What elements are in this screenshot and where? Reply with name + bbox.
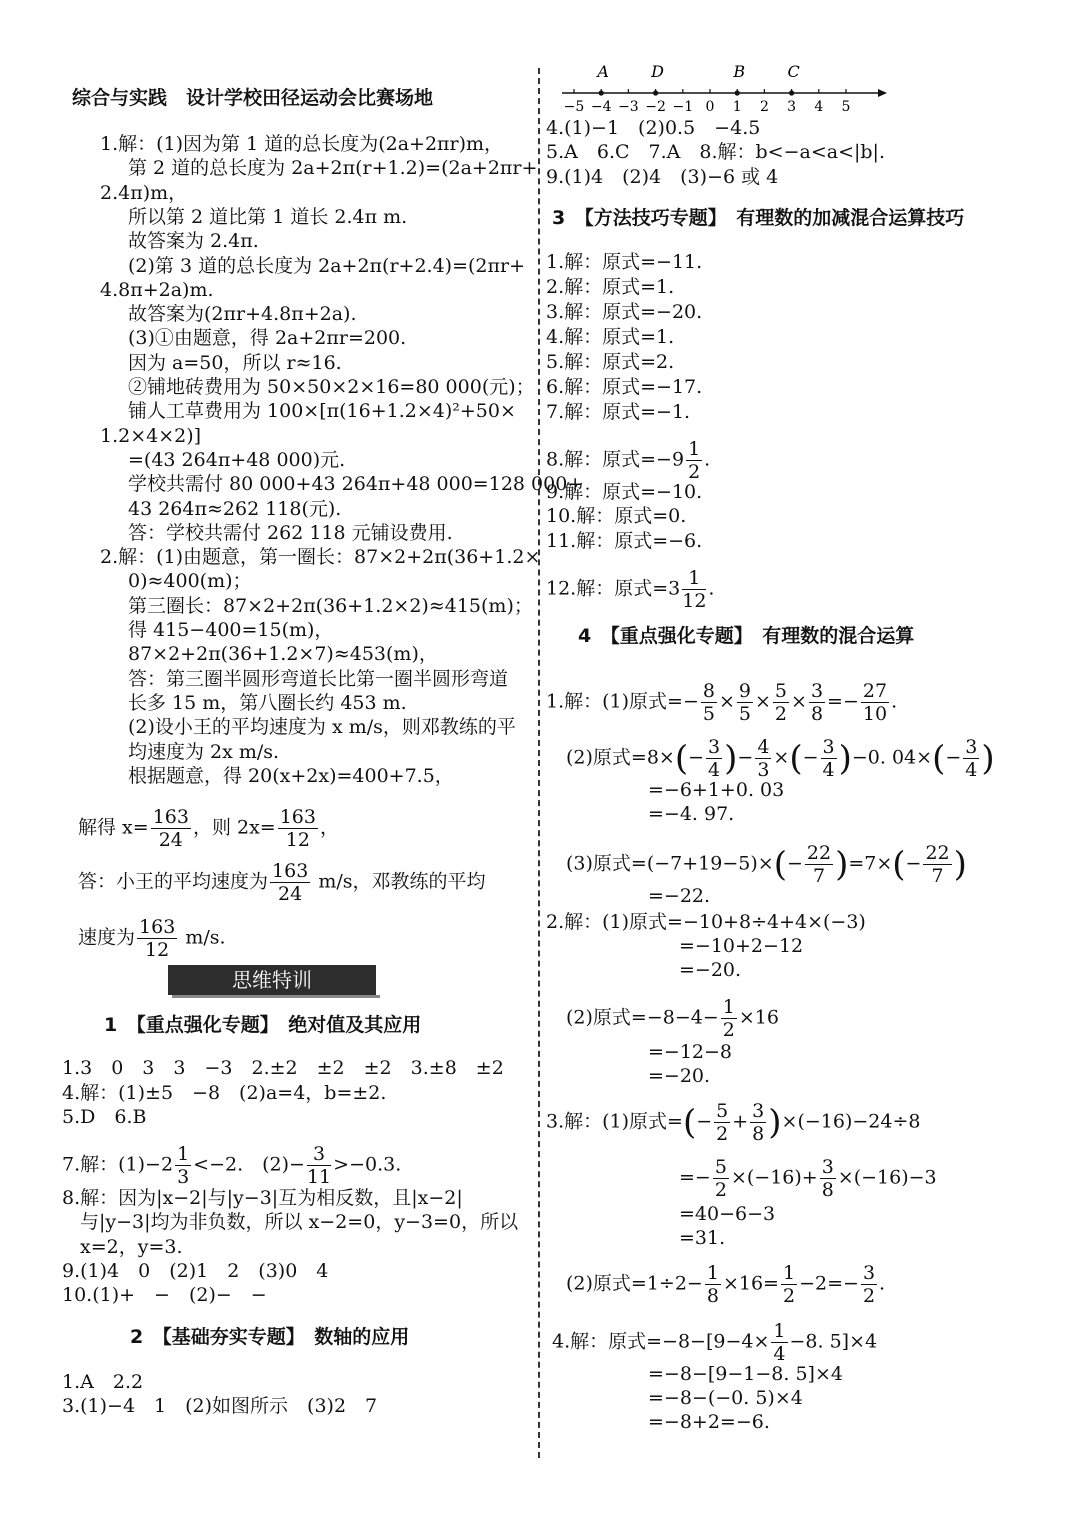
solution-line-5: 故答案为 2.4π. bbox=[128, 230, 259, 253]
m1b-step-3: =−4. 97. bbox=[648, 803, 735, 825]
s3b-line-1: 9.解：原式=−10. bbox=[546, 481, 703, 503]
solution-line-16: 43 264π≈262 118(元). bbox=[128, 497, 342, 520]
s2b-line-2: 5.A 6.C 7.A 8.解：b<−a<a<|b|. bbox=[546, 141, 885, 164]
solution-line-10: 因为 a=50，所以 r≈16. bbox=[128, 351, 342, 374]
fraction: $\frac{163}{24}$ bbox=[272, 860, 309, 905]
s2b-line-3: 9.(1)4 (2)4 (3)−6 或 4 bbox=[546, 165, 779, 188]
m2b-line: (2)原式=−8−4− $\frac{1}{2}$ ×16 bbox=[566, 996, 779, 1041]
s2b-line-1: 4.(1)−1 (2)0.5 −4.5 bbox=[546, 117, 761, 139]
s3-line-6: 6.解：原式=−17. bbox=[546, 376, 703, 398]
q8-line: 8.解：原式=−9 $\frac{1}{2}$ . bbox=[546, 438, 711, 483]
solution-line-25: (2)设小王的平均速度为 x m/s，则邓教练的平 bbox=[128, 716, 516, 739]
m1c-line: (3)原式=(−7+19−5)×(− $\frac{22}{7}$ )=7×(− $\frac{22}{7}$ ) bbox=[566, 842, 967, 887]
m3a-step-4: =31. bbox=[679, 1227, 726, 1249]
heading-3: 3 【方法技巧专题】 有理数的加减混合运算技巧 bbox=[552, 207, 965, 229]
heading-4: 4 【重点强化专题】 有理数的混合运算 bbox=[578, 625, 915, 647]
q7-line: 7.解：(1)−2 $\frac{1}{3}$ <−2. (2)− $\frac{3}{11}$ >−0.3. bbox=[62, 1143, 402, 1188]
number-line-point-label: D bbox=[651, 62, 665, 81]
number-line-point bbox=[789, 90, 794, 95]
m3a-step-3: =40−6−3 bbox=[679, 1203, 776, 1225]
solution-line-17: 答：学校共需付 262 118 元铺设费用. bbox=[128, 521, 453, 544]
solution-line-9: (3)①由题意，得 2a+2πr=200. bbox=[128, 327, 407, 350]
fraction: $\frac{163}{12}$ bbox=[139, 916, 176, 961]
answer-line: 答：小王的平均速度为 $\frac{163}{24}$ m/s，邓教练的平均 bbox=[78, 860, 486, 905]
solution-line-12: 铺人工草费用为 100×[π(16+1.2×4)²+50× bbox=[128, 400, 516, 423]
number-line-tick-label: −2 bbox=[645, 99, 666, 115]
solution-line-20: 第三圈长：87×2+2π(36+1.2×2)≈415(m)； bbox=[128, 594, 533, 617]
m1a-line: 1.解：(1)原式=− $\frac{8}{5}$ × $\frac{9}{5}$ × $\frac{5}{2}$ × $\frac{3}{8}$ =− $\frac{27}{10}$ . bbox=[546, 680, 898, 725]
m4-step-3: =−8−(−0. 5)×4 bbox=[648, 1387, 803, 1409]
solution-line-18: 2.解：(1)由题意，第一圈长：87×2+2π(36+1.2× bbox=[100, 546, 541, 569]
badge-shadow bbox=[172, 995, 380, 998]
number-line-tick-label: 3 bbox=[787, 99, 797, 115]
number-line-point bbox=[653, 90, 658, 95]
s3b-line-3: 11.解：原式=−6. bbox=[546, 529, 703, 552]
m1b-step-2: =−6+1+0. 03 bbox=[648, 779, 785, 801]
solution-line-23: 答：第三圈半圆形弯道长比第一圈半圆形弯道 bbox=[128, 667, 509, 690]
solution-line-22: 87×2+2π(36+1.2×7)≈453(m)， bbox=[128, 643, 438, 666]
number-line-point-label: C bbox=[787, 62, 800, 81]
number-line-arrow bbox=[878, 89, 887, 97]
m2b-step-2: =−12−8 bbox=[648, 1041, 733, 1063]
s3b-line-2: 10.解：原式=0. bbox=[546, 505, 687, 528]
number-line bbox=[560, 60, 890, 120]
number-line-tick-label: −1 bbox=[672, 99, 694, 115]
s1b-line-4: 9.(1)4 0 (2)1 2 (3)0 4 bbox=[62, 1259, 329, 1282]
number-line-tick-label: 4 bbox=[814, 99, 824, 115]
m1c-step-2: =−22. bbox=[648, 885, 711, 907]
heading-2: 2 【基础夯实专题】 数轴的应用 bbox=[130, 1326, 410, 1348]
m2b-step-3: =−20. bbox=[648, 1065, 711, 1087]
number-line-point-label: A bbox=[597, 62, 609, 81]
solution-line-11: ②铺地砖费用为 50×50×2×16=80 000(元)； bbox=[128, 376, 535, 398]
s3-line-5: 5.解：原式=2. bbox=[546, 351, 675, 373]
s3-line-2: 2.解：原式=1. bbox=[546, 276, 675, 298]
number-line-tick-label: 2 bbox=[759, 99, 769, 115]
m1b-line: (2)原式=8×(− $\frac{3}{4}$ )− $\frac{4}{3}$ ×(− $\frac{3}{4}$ )−0. 04×(− $\frac{3}{4}$ ) bbox=[566, 736, 995, 781]
number-line-tick-label: 5 bbox=[841, 99, 851, 115]
solution-line-15: 学校共需付 80 000+43 264π+48 000=128 000+ bbox=[128, 473, 584, 496]
solution-line-4: 所以第 2 道比第 1 道长 2.4π m. bbox=[128, 205, 408, 228]
s2-line-1: 1.A 2.2 bbox=[62, 1371, 144, 1393]
solution-line-27: 根据题意，得 20(x+2x)=400+7.5， bbox=[128, 764, 454, 787]
speed-line: 速度为 $\frac{163}{12}$ m/s. bbox=[78, 916, 226, 961]
fraction: $\frac{163}{24}$ bbox=[152, 806, 189, 851]
s1b-line-5: 10.(1)+ − (2)− − bbox=[62, 1284, 267, 1307]
s1b-line-1: 8.解：因为|x−2|与|y−3|互为相反数，且|x−2| bbox=[62, 1187, 463, 1209]
solution-line-26: 均速度为 2x m/s. bbox=[128, 740, 280, 763]
m4-step-4: =−8+2=−6. bbox=[648, 1411, 770, 1433]
solution-line-3: 2.4π)m， bbox=[100, 181, 188, 204]
s2-line-2: 3.(1)−4 1 (2)如图所示 (3)2 7 bbox=[62, 1395, 378, 1417]
m2a-line-1: 2.解：(1)原式=−10+8÷4+4×(−3) bbox=[546, 911, 866, 933]
solution-line-13: 1.2×4×2)] bbox=[100, 424, 202, 447]
s1-line-1: 1.3 0 3 3 −3 2.±2 ±2 ±2 3.±8 ±2 bbox=[62, 1057, 504, 1079]
s1-line-2: 4.解：(1)±5 −8 (2)a=4，b=±2. bbox=[62, 1081, 387, 1104]
m3a-line: 3.解：(1)原式=(− $\frac{5}{2}$ + $\frac{3}{8}$ )×(−16)−24÷8 bbox=[546, 1100, 921, 1145]
column-divider bbox=[538, 68, 540, 1458]
number-line-tick-label: −4 bbox=[590, 99, 612, 115]
number-line-point bbox=[599, 90, 604, 95]
number-line-point bbox=[735, 90, 740, 95]
number-line-tick-label: −5 bbox=[563, 99, 585, 115]
solution-line-1: 1.解：(1)因为第 1 道的总长度为(2a+2πr)m， bbox=[100, 133, 504, 155]
solution-line-2: 第 2 道的总长度为 2a+2π(r+1.2)=(2a+2πr+ bbox=[128, 157, 538, 180]
solution-line-6: (2)第 3 道的总长度为 2a+2π(r+2.4)=(2πr+ bbox=[128, 254, 525, 277]
m4-step-2: =−8−[9−1−8. 5]×4 bbox=[648, 1363, 843, 1385]
s1b-line-3: x=2，y=3. bbox=[80, 1235, 183, 1258]
solve-line: 解得 x= $\frac{163}{24}$ ，则 2x= $\frac{163}{12}$ ， bbox=[78, 806, 339, 851]
solution-line-14: =(43 264π+48 000)元. bbox=[128, 448, 346, 471]
number-line-point-label: B bbox=[733, 62, 746, 81]
m3b-line: (2)原式=1÷2− $\frac{1}{8}$ ×16= $\frac{1}{2}$ −2=− $\frac{3}{2}$ . bbox=[566, 1262, 886, 1307]
solution-line-8: 故答案为(2πr+4.8π+2a). bbox=[128, 303, 357, 326]
m2a-line-2: =−10+2−12 bbox=[679, 935, 804, 957]
fraction: $\frac{163}{12}$ bbox=[279, 806, 316, 851]
solution-line-24: 长多 15 m，第八圈长约 453 m. bbox=[128, 691, 407, 714]
s3-line-3: 3.解：原式=−20. bbox=[546, 301, 703, 323]
solution-line-19: 0)≈400(m)； bbox=[128, 570, 252, 593]
s3-line-7: 7.解：原式=−1. bbox=[546, 401, 691, 423]
section-badge: 思维特训 bbox=[168, 965, 376, 995]
s1-line-3: 5.D 6.B bbox=[62, 1106, 147, 1128]
m2a-line-3: =−20. bbox=[679, 959, 742, 981]
s3-line-1: 1.解：原式=−11. bbox=[546, 251, 703, 273]
m4-line: 4.解：原式=−8−[9−4× $\frac{1}{4}$ −8. 5]×4 bbox=[552, 1320, 878, 1365]
s3-line-4: 4.解：原式=1. bbox=[546, 326, 675, 348]
solution-line-21: 得 415−400=15(m)， bbox=[128, 619, 334, 641]
number-line-tick-label: −3 bbox=[618, 99, 639, 115]
number-line-tick-label: 0 bbox=[705, 99, 715, 115]
section-title: 综合与实践 设计学校田径运动会比赛场地 bbox=[72, 87, 434, 109]
s1b-line-2: 与|y−3|均为非负数，所以 x−2=0，y−3=0，所以 bbox=[80, 1211, 519, 1234]
q12-line: 12.解：原式=3 $\frac{1}{12}$ . bbox=[546, 567, 715, 612]
solution-line-7: 4.8π+2a)m. bbox=[100, 278, 214, 301]
number-line-tick-label: 1 bbox=[732, 99, 742, 115]
heading-1: 1 【重点强化专题】 绝对值及其应用 bbox=[104, 1014, 422, 1036]
m3a-step-2: =− $\frac{5}{2}$ ×(−16)+ $\frac{3}{8}$ ×(−16)−3 bbox=[679, 1156, 937, 1201]
